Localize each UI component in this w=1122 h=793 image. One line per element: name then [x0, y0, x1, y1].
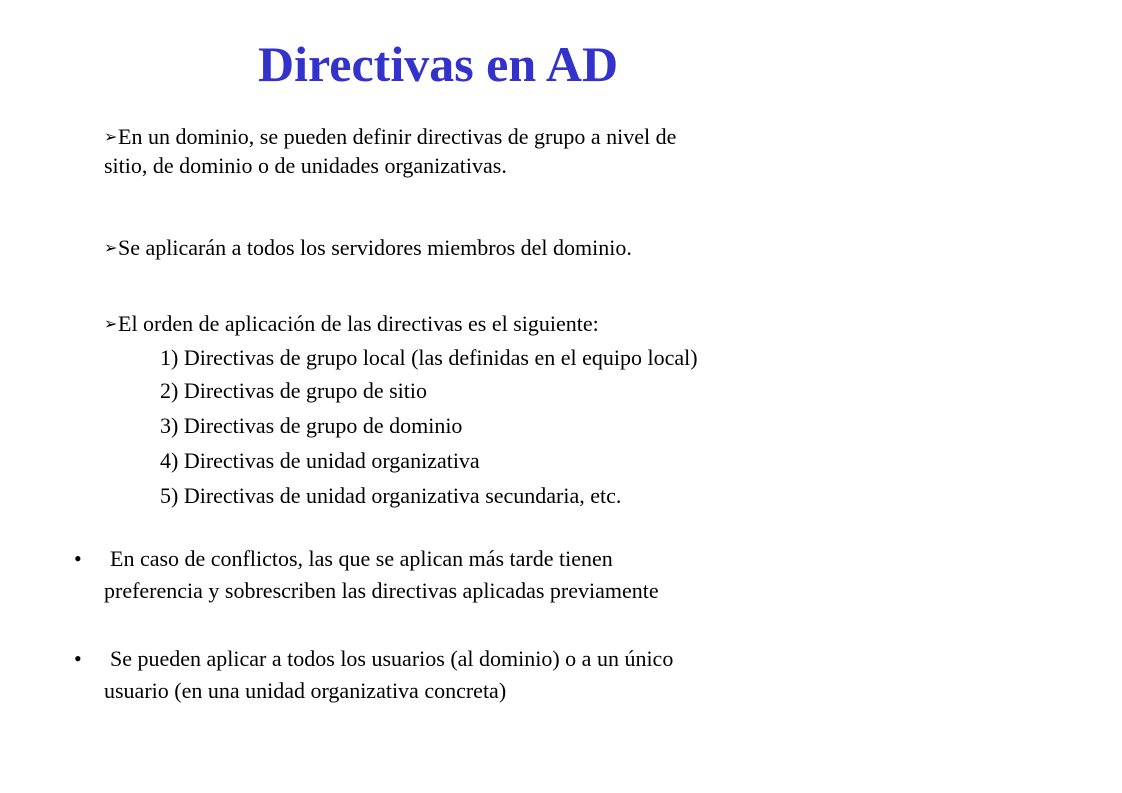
order-item-5: 5) Directivas de unidad organizativa secundaria, etc.	[160, 483, 622, 508]
round-bullet-icon: •	[74, 546, 82, 571]
point-1-line-2: sitio, de dominio o de unidades organizativas.	[104, 153, 507, 178]
bullet-2-line-1: Se pueden aplicar a todos los usuarios (al dominio) o a un único	[110, 646, 674, 671]
point-1-line-1: En un dominio, se pueden definir directivas de grupo a nivel de	[118, 124, 677, 149]
round-bullet-icon: •	[74, 646, 82, 671]
bullet-2-line-2: usuario (en una unidad organizativa concreta)	[104, 678, 507, 703]
point-3-line-1: El orden de aplicación de las directivas es el siguiente:	[118, 311, 599, 336]
order-item-4: 4) Directivas de unidad organizativa	[160, 448, 480, 473]
order-item-2: 2) Directivas de grupo de sitio	[160, 378, 427, 403]
arrow-bullet-icon: ➢	[104, 127, 118, 146]
slide-title: Directivas en AD	[258, 36, 619, 92]
arrow-bullet-icon: ➢	[104, 314, 118, 333]
bullet-1-line-1: En caso de conflictos, las que se aplican más tarde tienen	[110, 546, 613, 571]
arrow-bullet-icon: ➢	[104, 238, 118, 257]
order-item-1: 1) Directivas de grupo local (las definidas en el equipo local)	[160, 345, 698, 370]
bullet-1-line-2: preferencia y sobrescriben las directivas aplicadas previamente	[104, 578, 659, 603]
point-2-line-1: Se aplicarán a todos los servidores miembros del dominio.	[118, 235, 632, 260]
order-item-3: 3) Directivas de grupo de dominio	[160, 413, 463, 438]
